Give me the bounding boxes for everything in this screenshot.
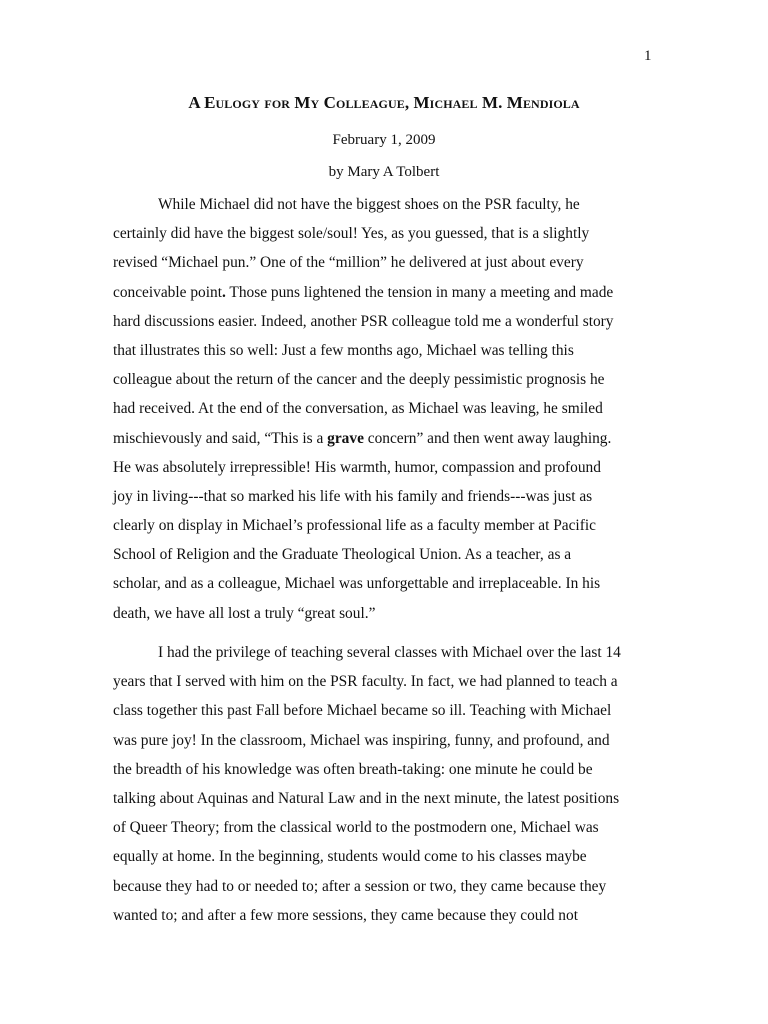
paragraph-line: death, we have all lost a truly “great soul.”: [113, 604, 376, 622]
paragraph-line: He was absolutely irrepressible! His warmth, humor, compassion and profound: [113, 458, 601, 476]
document-date: February 1, 2009: [332, 132, 436, 148]
paragraph-line: wanted to; and after a few more sessions, they came because they could not: [113, 906, 578, 924]
paragraph-line: While Michael did not have the biggest shoes on the PSR faculty, he: [158, 196, 580, 213]
paragraph-line: class together this past Fall before Michael became so ill. Teaching with Michael: [113, 702, 612, 720]
paragraph-line: I had the privilege of teaching several classes with Michael over the last 14: [158, 644, 621, 661]
paragraph-line: because they had to or needed to; after a session or two, they came because they: [113, 877, 607, 895]
paragraph-line: had received. At the end of the conversation, as Michael was leaving, he smiled: [113, 400, 603, 418]
page-number: 1: [644, 48, 652, 64]
paragraph-line: colleague about the return of the cancer and the deeply pessimistic prognosis he: [113, 371, 605, 389]
paragraph-line: certainly did have the biggest sole/soul! Yes, as you guessed, that is a slightly: [113, 225, 590, 243]
paragraph-2: [113, 638, 621, 930]
paragraph-line: conceivable point. Those puns lightened the tension in many a meeting and made: [113, 283, 614, 301]
paragraph-line: was pure joy! In the classroom, Michael was inspiring, funny, and profound, and: [113, 731, 610, 749]
paragraph-1: [113, 190, 614, 628]
paragraph-line: that illustrates this so well: Just a few months ago, Michael was telling this: [113, 341, 574, 359]
paragraph-line: mischievously and said, “This is a grave concern” and then went away laughing.: [113, 429, 612, 447]
paragraph-line: scholar, and as a colleague, Michael was unforgettable and irreplaceable. In his: [113, 575, 601, 593]
paragraph-line: hard discussions easier. Indeed, another PSR colleague told me a wonderful story: [113, 312, 614, 330]
paragraph-line: talking about Aquinas and Natural Law and in the next minute, the latest positions: [113, 789, 620, 807]
paragraph-line: School of Religion and the Graduate Theological Union. As a teacher, as a: [113, 546, 572, 564]
paragraph-line: equally at home. In the beginning, students would come to his classes maybe: [113, 848, 587, 866]
paragraph-line: revised “Michael pun.” One of the “million” he delivered at just about every: [113, 254, 584, 272]
author-byline: by Mary A Tolbert: [328, 164, 440, 180]
paragraph-line: joy in living---that so marked his life with his family and friends---was just as: [113, 487, 593, 505]
paragraph-line: clearly on display in Michael’s professional life as a faculty member at Pacific: [113, 517, 596, 535]
paragraph-line: years that I served with him on the PSR faculty. In fact, we had planned to teach a: [113, 673, 618, 691]
document-title: A Eulogy for My Colleague, Michael M. Mendiola: [188, 93, 580, 112]
paragraph-line: of Queer Theory; from the classical world to the postmodern one, Michael was: [113, 819, 599, 837]
paragraph-line: the breadth of his knowledge was often breath-taking: one minute he could be: [113, 760, 593, 778]
